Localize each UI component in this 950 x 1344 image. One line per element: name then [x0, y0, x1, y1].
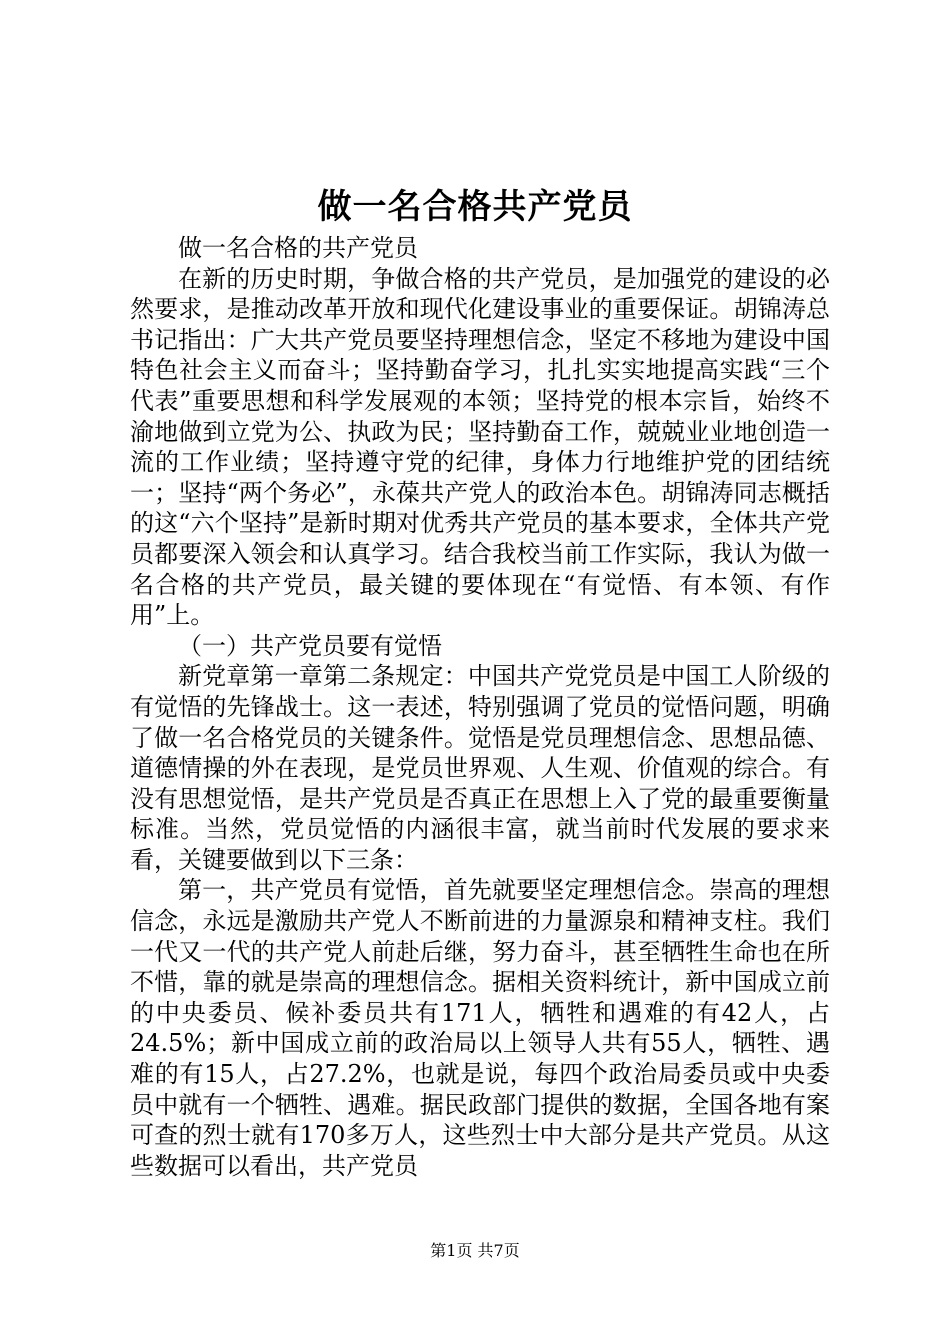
paragraph-first-point: 第一，共产党员有觉悟，首先就要坚定理想信念。崇高的理想信念，永远是激励共产党人不断前进的力量源泉和精神支柱。我们一代又一代的共产党人前赴后继，努力奋斗，甚至牺牲生命也在所不惜，靠的就是崇高的理想信念。据相关资料统计，新中国成立前的中央委员、候补委员共有171人，牺牲和遇难的有42人，占24.5%；新中国成立前的政治局以上领导人共有55人，牺牲、遇难的有15人，占27.2%，也就是说，每四个政治局委员或中央委员中就有一个牺牲、遇难。据民政部门提供的数据，全国各地有案可查的烈士就有170多万人，这些烈士中大部分是共产党员。从这些数据可以看出，共产党员: [130, 876, 830, 1180]
paragraph-subtitle: 做一名合格的共产党员: [178, 234, 418, 262]
section-heading: （一）共产党员要有觉悟: [178, 631, 442, 660]
document-body: [130, 233, 830, 1181]
paragraph-party-constitution: 新党章第一章第二条规定：中国共产党党员是中国工人阶级的有觉悟的先锋战士。这一表述，特别强调了党员的觉悟问题，明确了做一名合格党员的关键条件。觉悟是党员理想信念、思想品德、道德情操的外在表现，是党员世界观、人生观、价值观的综合。有没有思想觉悟，是共产党员是否真正在思想上入了党的最重要衡量标准。当然，党员觉悟的内涵很丰富，就当前时代发展的要求来看，关键要做到以下三条：: [130, 662, 830, 874]
page-number-footer: 第1页 共7页: [430, 1241, 520, 1260]
document-title: 做一名合格共产党员: [317, 187, 633, 227]
paragraph-intro: 在新的历史时期，争做合格的共产党员，是加强党的建设的必然要求，是推动改革开放和现代化建设事业的重要保证。胡锦涛总书记指出：广大共产党员要坚持理想信念，坚定不移地为建设中国特色社会主义而奋斗；坚持勤奋学习，扎扎实实地提高实践“三个代表”重要思想和科学发展观的本领；坚持党的根本宗旨，始终不渝地做到立党为公、执政为民；坚持勤奋工作，兢兢业业地创造一流的工作业绩；坚持遵守党的纪律，身体力行地维护党的团结统一；坚持“两个务必”，永葆共产党人的政治本色。胡锦涛同志概括的这“六个坚持”是新时期对优秀共产党员的基本要求，全体共产党员都要深入领会和认真学习。结合我校当前工作实际，我认为做一名合格的共产党员，最关键的要体现在“有觉悟、有本领、有作用”上。: [130, 264, 830, 630]
